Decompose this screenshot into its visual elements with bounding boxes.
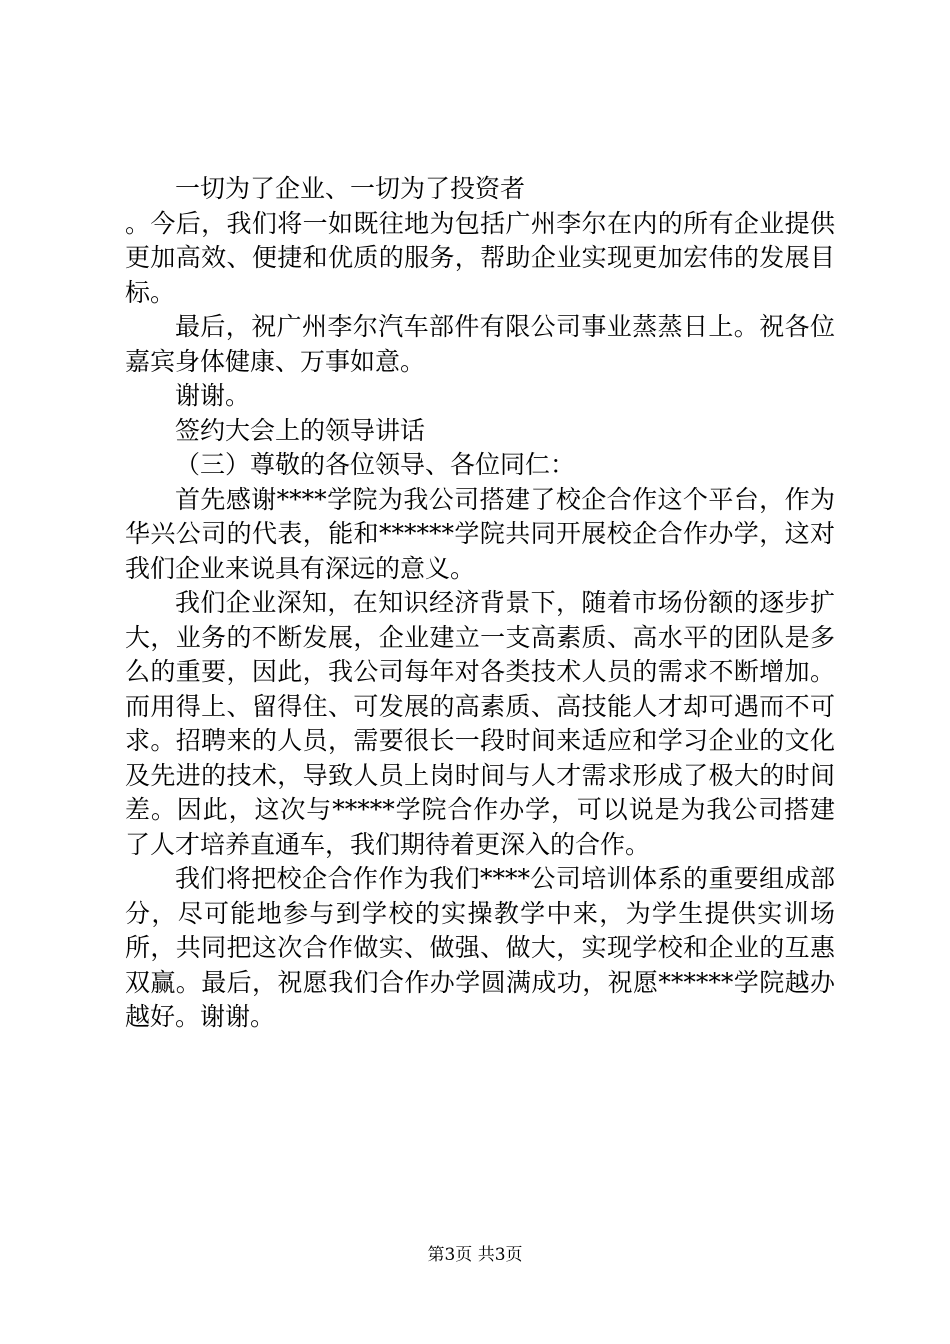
paragraph-gratitude: 首先感谢****学院为我公司搭建了校企合作这个平台，作为华兴公司的代表，能和******学院共同开展校企合作办学，这对我们企业来说具有深远的意义。 (125, 484, 835, 583)
paragraph-closing-wishes: 最后，祝广州李尔汽车部件有限公司事业蒸蒸日上。祝各位嘉宾身体健康、万事如意。 (125, 312, 835, 376)
paragraph-talent-needs: 我们企业深知，在知识经济背景下，随着市场份额的逐步扩大，业务的不断发展，企业建立一支高素质、高水平的团队是多么的重要，因此，我公司每年对各类技术人员的需求不断增加。而用得上、留得住、可发展的高素质、高技能人才却可遇而不可求。招聘来的人员，需要很长一段时间来适应和学习企业的文化及先进的技术，导致人员上岗时间与人才需求形成了极大的时间差。因此，这次与*****学院合作办学，可以说是为我公司搭建了人才培养直通车，我们期待着更深入的合作。 (125, 588, 835, 859)
paragraph-future-service: 。今后，我们将一如既往地为包括广州李尔在内的所有企业提供更加高效、便捷和优质的服务，帮助企业实现更加宏伟的发展目标。 (125, 208, 835, 307)
paragraph-thanks: 谢谢。 (175, 381, 251, 410)
paragraph-opening-line: 一切为了企业、一切为了投资者 (175, 174, 526, 203)
document-body (125, 172, 835, 1035)
speech-salutation: （三）尊敬的各位领导、各位同仁： (175, 450, 576, 479)
section-heading: 签约大会上的领导讲话 (175, 415, 426, 445)
paragraph-cooperation-plan: 我们将把校企合作作为我们****公司培训体系的重要组成部分，尽可能地参与到学校的实操教学中来，为学生提供实训场所，共同把这次合作做实、做强、做大，实现学校和企业的互惠双赢。最后，祝愿我们合作办学圆满成功，祝愿******学院越办越好。谢谢。 (125, 864, 835, 1031)
page-number-footer: 第3页 共3页 (427, 1245, 523, 1265)
